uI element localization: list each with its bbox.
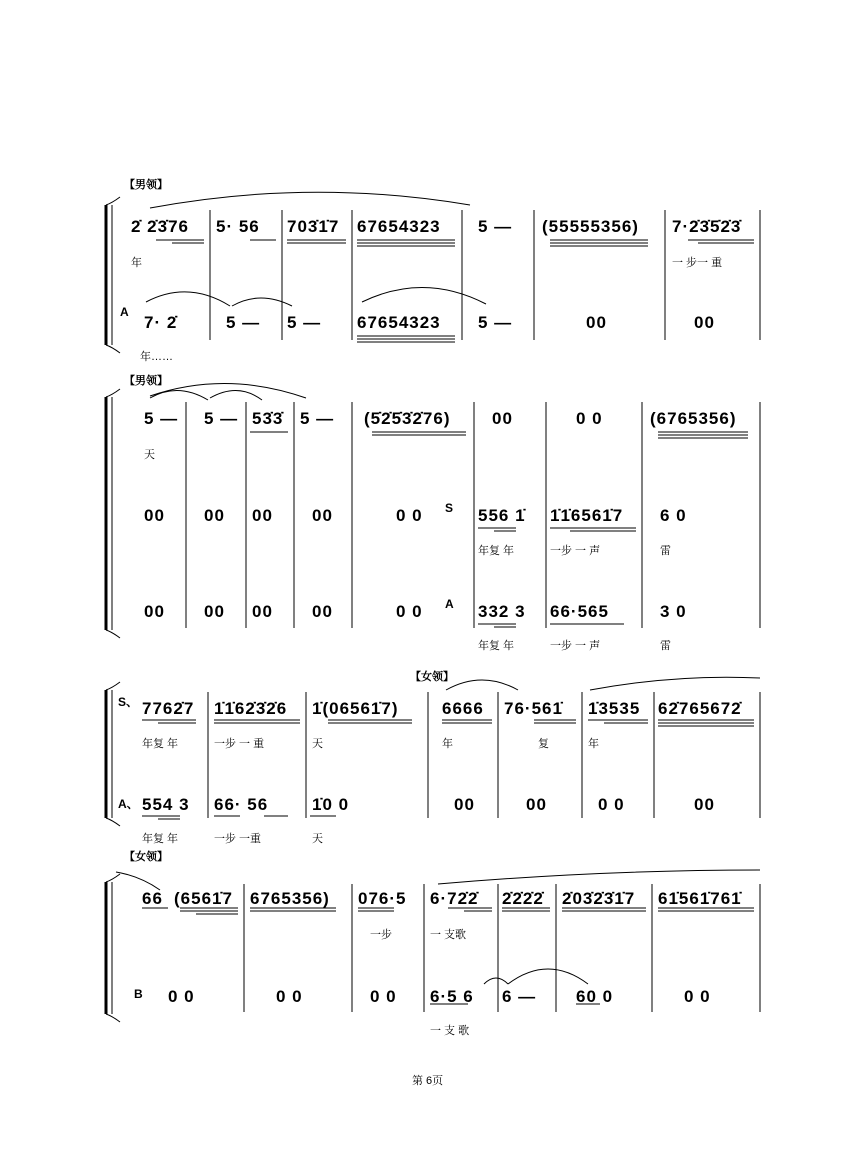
measure: 61̇561̇761̇	[658, 889, 742, 908]
measure: 5 —	[204, 409, 239, 428]
lyric: 年复 年	[142, 833, 179, 845]
section-label-male-lead: 【男领】	[124, 375, 168, 387]
measure: 5· 56	[216, 217, 260, 236]
lyric: 一步 一 重	[214, 738, 265, 750]
measure: 00	[492, 409, 513, 428]
part-label-b: B	[134, 987, 143, 1001]
measure: 00	[252, 506, 273, 525]
lyric: 年	[442, 738, 453, 750]
part-label-a: A	[120, 305, 129, 319]
measure: 0 0	[598, 795, 625, 814]
measure: 2̇ 2̇3̇76	[131, 217, 189, 236]
measure: 00	[144, 506, 165, 525]
measure: 0 0	[576, 409, 603, 428]
measure: 00	[252, 602, 273, 621]
measure: 00	[144, 602, 165, 621]
lyric: 雷	[660, 545, 671, 557]
measure: 554 3	[142, 795, 190, 814]
system-3-slurs	[446, 677, 760, 690]
section-label-female-lead: 【女领】	[124, 851, 168, 863]
measure: 66	[142, 889, 163, 908]
measure: 00	[694, 313, 715, 332]
lyric: 一 支歌	[430, 929, 467, 941]
lyric: 天	[312, 833, 323, 845]
measure: 7762̇7	[142, 699, 195, 718]
measure: 5 —	[478, 217, 513, 236]
measure: 1̇1̇62̇3̇2̇6	[214, 699, 288, 718]
measure: 1̇(06561̇7)	[312, 699, 399, 718]
measure: 00	[204, 602, 225, 621]
measure: 0 0	[396, 602, 423, 621]
measure: (55555356)	[542, 217, 639, 236]
measure: 00	[454, 795, 475, 814]
lyric: 年……	[140, 351, 173, 363]
system-1-bracket	[106, 197, 120, 353]
measure: 1̇3535	[588, 699, 641, 718]
measure: 0 0	[168, 987, 195, 1006]
lyric: 一步 一 声	[550, 545, 601, 557]
lyric: 天	[312, 738, 323, 750]
measure: (6561̇7	[174, 889, 233, 908]
measure: 00	[694, 795, 715, 814]
lyric: 年复 年	[142, 738, 179, 750]
measure: 6 —	[502, 987, 537, 1006]
lyric: 年复 年	[478, 640, 515, 652]
measure: 66· 56	[214, 795, 269, 814]
measure: (6765356)	[650, 409, 737, 428]
measure: 5 —	[478, 313, 513, 332]
lyric: 年	[131, 257, 142, 269]
measure: 1̇1̇6561̇7	[550, 506, 624, 525]
measure: 7· 2̇	[144, 313, 178, 332]
lyric: 一 支 歌	[430, 1025, 470, 1037]
measure: 6·5 6	[430, 987, 474, 1006]
page-number: 第 6页	[412, 1075, 444, 1087]
measure: 5 —	[287, 313, 322, 332]
measure: 53̇3̇	[252, 409, 284, 428]
section-label-male-lead: 【男领】	[124, 179, 168, 191]
system-2-slurs	[150, 383, 306, 400]
measure: 2̇03̇2̇3̇1̇7	[562, 889, 636, 908]
measure: (5̇2̇5̇3̇2̇76)	[364, 409, 451, 428]
measure: 67654323	[357, 217, 441, 236]
measure: 5 —	[144, 409, 179, 428]
part-label-a: A	[445, 597, 454, 611]
measure: 00	[312, 602, 333, 621]
measure: 66·565	[550, 602, 609, 621]
measure: 60 0	[576, 987, 614, 1006]
measure: 332 3	[478, 602, 526, 621]
lyric: 年	[588, 738, 599, 750]
lyric: 一步	[370, 929, 392, 941]
measure: 62̇765672̇	[658, 699, 742, 718]
measure: 00	[204, 506, 225, 525]
measure: 2̇2̇2̇2̇	[502, 889, 544, 908]
system-2-bracket	[106, 389, 120, 638]
system-1-slurs	[146, 192, 486, 306]
measure: 00	[526, 795, 547, 814]
system-2-underlines	[250, 432, 748, 627]
measure: 7·2̇3̇5̇2̇3̇	[672, 217, 742, 236]
measure: 67654323	[357, 313, 441, 332]
measure: 6765356)	[250, 889, 330, 908]
measure: 5 —	[300, 409, 335, 428]
lyric: 复	[538, 738, 549, 750]
measure: 0 0	[276, 987, 303, 1006]
section-label-female-lead: 【女领】	[410, 671, 454, 683]
lyric: 一 步一 重	[672, 257, 723, 269]
lyric: 雷	[660, 640, 671, 652]
lyric: 天	[144, 449, 155, 461]
measure: 3 0	[660, 602, 687, 621]
measure: 0 0	[684, 987, 711, 1006]
measure: 6666	[442, 699, 484, 718]
part-label-s: S	[445, 501, 454, 515]
lyric: 一步 一 声	[550, 640, 601, 652]
lyric: 年复 年	[478, 545, 515, 557]
measure: 6 0	[660, 506, 687, 525]
measure: 0 0	[370, 987, 397, 1006]
part-label-s: S、	[118, 695, 139, 709]
measure: 76·561̇	[504, 699, 563, 718]
part-label-a: A、	[118, 797, 139, 811]
measure: 556 1̇	[478, 506, 526, 525]
measure: 1̇0 0	[312, 795, 350, 814]
system-4-bracket	[106, 874, 120, 1022]
system-4-slurs	[116, 870, 760, 984]
measure: 00	[312, 506, 333, 525]
measure: 5 —	[226, 313, 261, 332]
measure: 076·5	[358, 889, 407, 908]
measure: 00	[586, 313, 607, 332]
measure: 703̇1̇7	[287, 217, 340, 236]
lyric: 一步 一重	[214, 833, 262, 845]
measure: 0 0	[396, 506, 423, 525]
measure: 6·72̇2̇	[430, 889, 479, 908]
